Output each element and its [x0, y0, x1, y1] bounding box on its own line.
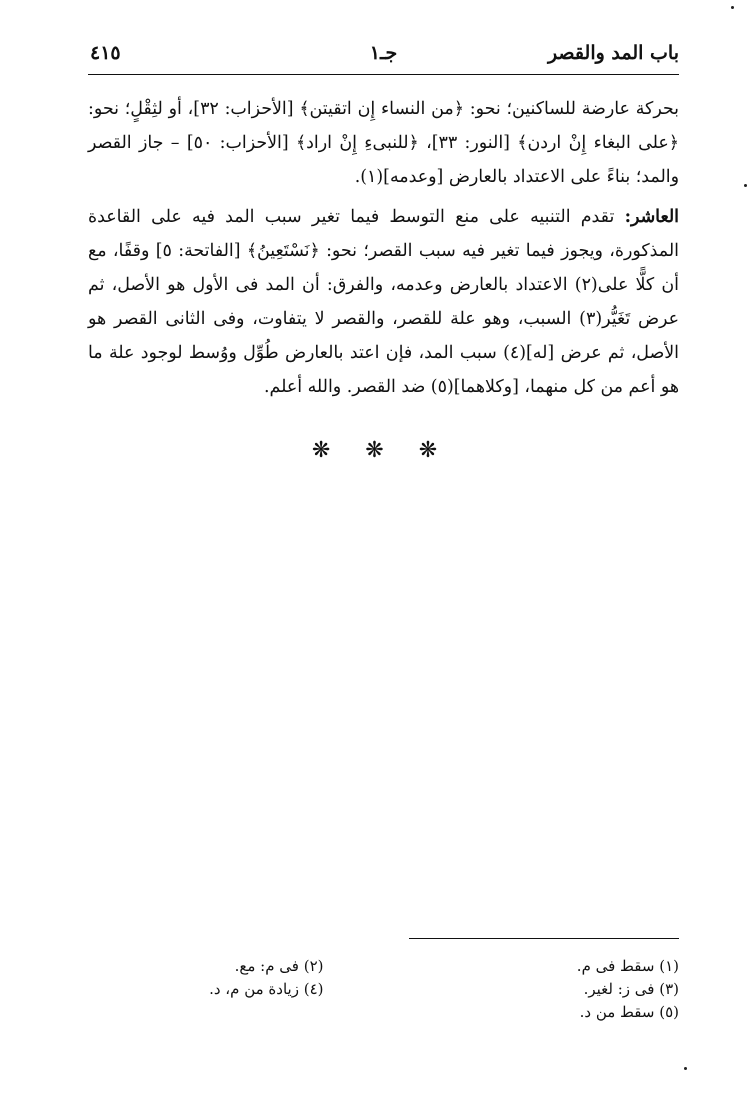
- running-header: [88, 42, 679, 75]
- footnote-divider: [409, 938, 679, 939]
- star-ornament-icon: ❋: [311, 438, 331, 463]
- paragraph-1: بحركة عارضة للساكنين؛ نحو: ﴿من النساء إِن اتقيتن﴾ [الأحزاب: ٣٢]، أو لثِقْلٍ؛ نحو: ﴿على البغاء إِنْ اردن﴾ [النور: ٣٣]، ﴿للنبىءِ إِنْ اراد﴾ [الأحزاب: ٥٠] – جاز القصر والمد؛ بناءً على الاعتداد بالعارض [وعدمه](١).: [88, 99, 679, 187]
- scan-speck: [731, 6, 734, 9]
- star-ornament-icon: ❋: [365, 438, 384, 463]
- footnote-5: (٥) سقط من د.: [579, 1003, 679, 1021]
- scan-speck: [684, 1067, 687, 1070]
- footnote-3: (٣) فى ز: لغير.: [583, 980, 679, 998]
- star-ornament-icon: ❋: [418, 438, 438, 463]
- scan-speck: [744, 184, 747, 187]
- footnotes: [88, 955, 679, 1024]
- paragraph-2-lead: العاشر:: [624, 207, 679, 227]
- chapter-title: باب المد والقصر: [547, 42, 679, 64]
- volume-label: جـ١: [369, 42, 398, 64]
- footnote-4: (٤) زيادة من م، د.: [209, 980, 324, 998]
- paragraph-2: [88, 200, 679, 404]
- paragraph-2-text: تقدم التنبيه على منع التوسط فيما تغير سبب المد فيه على القاعدة المذكورة، ويجوز فيما تغير فيه سبب القصر؛ نحو: ﴿نَسْتَعِينُ﴾ [الفاتحة: ٥] وقفًا، مع أن كلًّا على(٢) الاعتداد بالعارض وعدمه، والفرق: أن المد فى الأول هو الأصل، ثم عرض تَغَيُّر(٣) السبب، وهو علة للقصر، والقصر لا يتفاوت، وفى الثانى القصر هو الأصل، ثم عرض [له](٤) سبب المد، فإن اعتد بالعارض طُوِّل ووُسط لوجود علة ما هو أعم من كل منهما، [وكلاهما](٥) ضد القصر. والله أعلم.: [88, 207, 680, 397]
- footnote-2: (٢) فى م: مع.: [234, 957, 324, 975]
- main-text: [88, 92, 679, 404]
- page-number: ٤١٥: [90, 42, 121, 64]
- footnote-1: (١) سقط فى م.: [576, 957, 679, 975]
- section-separator: [0, 438, 749, 463]
